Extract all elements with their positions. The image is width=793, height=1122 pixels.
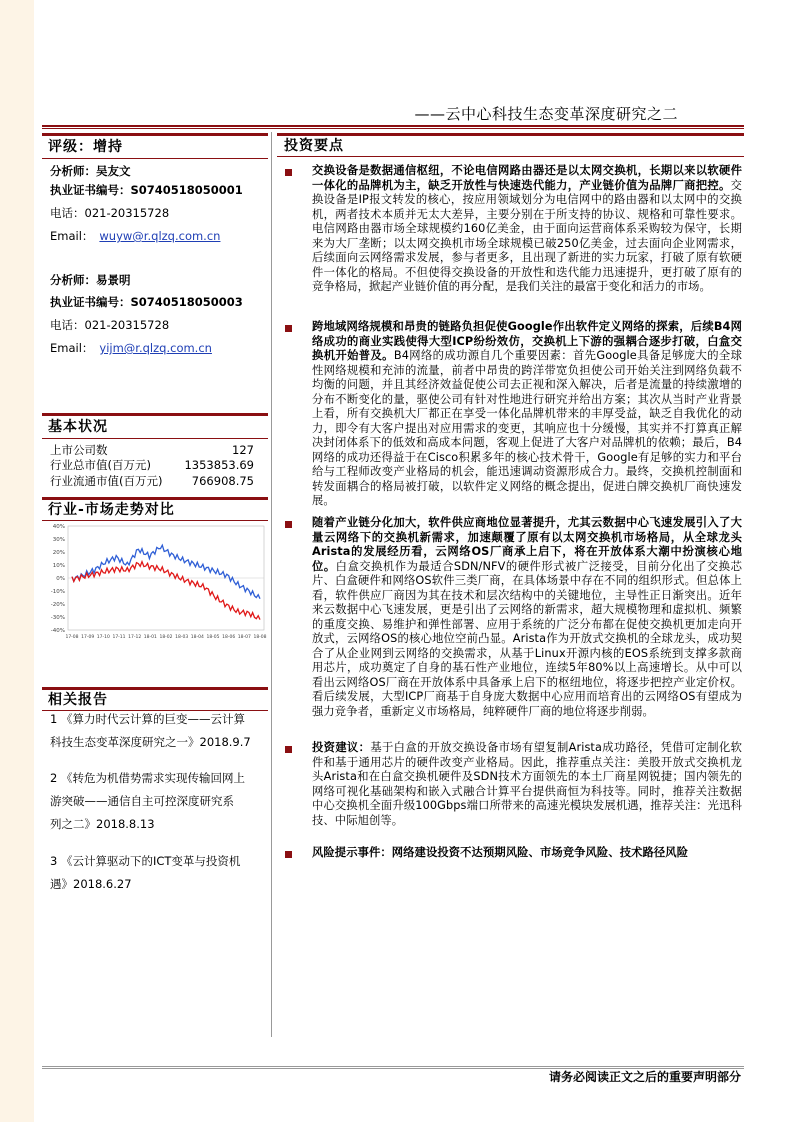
x-tick-label: 18-02 xyxy=(159,635,173,640)
basic-row-value: 127 xyxy=(232,443,254,457)
analyst-2-email-row xyxy=(50,340,212,356)
trend-underline xyxy=(42,520,268,521)
y-tick-label: -30% xyxy=(50,615,65,621)
rating-underline xyxy=(42,158,268,159)
report-subtitle: ——云中心科技生态变革深度研究之二 xyxy=(414,105,678,123)
y-tick-label: 10% xyxy=(52,563,65,569)
analyst-2-phone: 电话：021-20315728 xyxy=(50,318,170,332)
report-link[interactable]: 3 《云计算驱动下的ICT变革与投资机 xyxy=(50,854,241,868)
bullet-icon xyxy=(285,521,292,528)
header-rule xyxy=(42,125,744,127)
x-tick-label: 18-05 xyxy=(206,635,220,640)
basic-title: 基本状况 xyxy=(48,419,108,435)
report-link[interactable]: 科技生态变革深度研究之一》2018.9.7 xyxy=(50,735,251,749)
left-decor-band xyxy=(0,0,34,1122)
keypoint-body: 交换设备是IP报文转发的核心，按应用领域划分为电信网中的路由器和以太网中的交换机，两者技术本质并无太大差异，主要分别在于所支持的协议、规格和可靠性要求。电信网路由器市场全球规模约160亿美金，由于面向运营商体系采购较为保守，长期来为大厂垄断；以太网交换机市场全球规模已破250亿美金，过去面向企业网需求，后续面向云网络需求发展，参与者更多，且出现了新进的实力玩家，打破了原有软硬件一体化的格局。不但使得交换设备的开放性和迭代能力迅速提升，更打破了原有的竞争格局，掀起产业链价值的再分配，是我们关注的最富于变化和活力的市场。 xyxy=(312,178,742,293)
report-link[interactable]: 2 《转危为机借势需求实现传输回网上 xyxy=(50,771,245,785)
keypoint-body: 白盒交换机作为最适合SDN/NFV的硬件形式被广泛接受，目前分化出了交换芯片、白盒硬件和网络OS软件三类厂商，在具体场景中存在不同的组织形式。但总体上看，软件供应厂商因为其在技术和层次结构中的关键地位，主导性正日渐突出。近年来云数据中心飞速发展，更是引出了云网络的新需求，超大规模物理和虚拟机、频繁的重度交换、易维护和弹性部署、应用于系统的广泛分布都在促使交换机更加走向开放式，云网络OS的核心地位空前凸显。Arista作为开放式交换机的全球龙头，成功契合了从企业网到云网络的交换需求，从基于Linux开源内核的EOS系统到支撑多款商用芯片，成功奠定了自身的基石性产业地位，连续5年80%以上高速增长。从中可以看出云网络OS厂商在开放体系中具备承上启下的枢纽地位，将逐步把控产业定价权。看后续发展，大型ICP厂商基于自身庞大数据中心应用而培育出的云网络OS有望成为强力竞争者，重新定义市场格局，纯粹硬件厂商的地位将逐步削弱。 xyxy=(312,559,742,718)
basic-row-value: 766908.75 xyxy=(191,474,254,488)
reports-title: 相关报告 xyxy=(48,692,108,708)
series-line-market xyxy=(72,562,260,620)
y-tick-label: -40% xyxy=(50,628,65,634)
keypoint-paragraph xyxy=(312,516,742,719)
basic-row-key: 行业总市值(百万元) xyxy=(50,458,151,472)
basic-row-key: 行业流通市值(百万元) xyxy=(50,474,163,488)
y-tick-label: 0% xyxy=(56,576,65,582)
footer-disclaimer: 请务必阅读正文之后的重要声明部分 xyxy=(548,1070,741,1084)
rating-bar xyxy=(42,133,268,136)
keypoint-paragraph xyxy=(312,741,742,828)
analyst-2-cert: 执业证书编号：S0740518050003 xyxy=(50,295,243,309)
column-divider xyxy=(271,132,272,1037)
analyst-1-email-row xyxy=(50,228,220,244)
keypoint-body: 基于白盒的开放交换设备市场有望复制Arista成功路径，凭借可定制化软件和基于通用芯片的硬件改变产业格局。因此，推荐重点关注：美股开放式交换机龙头Arista和在白盒交换机硬件及SDN技术方面领先的本土厂商星网锐捷；国内领先的网络可视化基础架构和嵌入式融合计算平台提供商恒为科技等。同时，推荐关注数据中心交换机全面升级100Gbps端口所带来的高速光模块发展机遇，推荐关注：光迅科技、中际旭创等。 xyxy=(312,741,742,827)
x-tick-label: 18-06 xyxy=(222,635,236,640)
basic-row xyxy=(50,457,254,473)
keypoints-title: 投资要点 xyxy=(284,138,344,154)
y-tick-label: 40% xyxy=(52,524,65,530)
keypoint-lead: 风险提示事件：网络建设投资不达预期风险、市场竞争风险、技术路径风险 xyxy=(312,846,689,859)
analyst-2-email-link[interactable]: yijm@r.qlzq.com.cn xyxy=(99,341,212,355)
x-tick-label: 17-10 xyxy=(96,635,110,640)
x-tick-label: 18-08 xyxy=(253,635,267,640)
keypoint-lead: 随着产业链分化加大，软件供应商地位显著提升，尤其云数据中心飞速发展引入了大量云网络下的交换机新需求，加速颠覆了原有以太网交换机市场格局，从全球龙头Arista的发展经历看，云网络OS厂商承上启下，将在开放体系大潮中扮演核心地位。 xyxy=(312,516,742,573)
y-tick-label: 30% xyxy=(52,537,65,543)
report-link[interactable]: 遇》2018.6.27 xyxy=(50,877,132,891)
trend-line-chart xyxy=(44,522,268,642)
analyst-2-email-label: Email： xyxy=(50,341,94,355)
y-tick-label: -10% xyxy=(50,589,65,595)
footer-rule xyxy=(42,1066,744,1067)
analyst-1-email-label: Email： xyxy=(50,229,94,243)
keypoint-paragraph xyxy=(312,320,742,509)
trend-title: 行业-市场走势对比 xyxy=(48,502,175,518)
y-tick-label: -20% xyxy=(50,602,65,608)
analyst-1-name: 分析师：吴友文 xyxy=(50,164,131,178)
bullet-icon xyxy=(285,746,292,753)
report-link[interactable]: 1 《算力时代云计算的巨变——云计算 xyxy=(50,712,245,726)
basic-bar xyxy=(42,413,268,416)
rating-label: 评级：增持 xyxy=(48,139,123,155)
analyst-2-name: 分析师：易景明 xyxy=(50,273,131,287)
basic-row xyxy=(50,442,254,458)
keypoint-lead: 交换设备是数据通信枢纽，不论电信网路由器还是以太网交换机，长期以来以软硬件一体化的品牌机为主，缺乏开放性与快速迭代能力，产业链价值为品牌厂商把控。 xyxy=(312,164,742,192)
x-tick-label: 17-08 xyxy=(65,635,79,640)
x-tick-label: 17-09 xyxy=(81,635,95,640)
x-tick-label: 18-07 xyxy=(237,635,251,640)
keypoints-bar xyxy=(277,133,744,136)
x-tick-label: 18-04 xyxy=(190,635,204,640)
x-tick-label: 18-03 xyxy=(175,635,189,640)
keypoint-paragraph xyxy=(312,164,742,295)
y-tick-label: 20% xyxy=(52,550,65,556)
header-rule-thin xyxy=(42,128,744,129)
basic-row-key: 上市公司数 xyxy=(50,443,108,457)
analyst-1-phone: 电话：021-20315728 xyxy=(50,206,170,220)
report-link[interactable]: 列之二》2018.8.13 xyxy=(50,817,155,831)
basic-row-value: 1353853.69 xyxy=(184,458,254,472)
x-tick-label: 17-12 xyxy=(128,635,142,640)
bullet-icon xyxy=(285,169,292,176)
basic-underline xyxy=(42,438,268,439)
analyst-1-email-link[interactable]: wuyw@r.qlzq.com.cn xyxy=(99,229,221,243)
bullet-icon xyxy=(285,851,292,858)
keypoints-underline xyxy=(277,156,744,157)
keypoint-body: B4网络的成功源自几个重要因素：首先Google具备足够庞大的全球性网络规模和充沛的流量，前者中昂贵的跨洋带宽负担使公司开始关注到网络负载不均衡的问题，并且其经济效益促使公司去正视和深入解决，后者是流量的持续激增的分布不断变化的量，驱使公司有针对性地进行研究并给出方案；其次从当时产业背景上看，所有交换机大厂都正在享受一体化品牌机带来的丰厚受益，缺乏自我优化的动力，即令有大客户提出对应用需求的变更，其响应也十分缓慢，其实并不打算真正解决封闭体系下的低效和高成本问题，客观上促进了大客户对品牌机的依赖；最后，B4网络的成功还得益于在Cisco积累多年的核心技术骨干，Google有足够的实力和平台给与工程师改变产业格局的机会，能迅速调动资源形成合力。最终，交换机控制面和转发面耦合的格局被打破，以软件定义网络的概念提出，促进白牌交换机厂商快速发展。 xyxy=(312,349,742,507)
analyst-1-cert: 执业证书编号：S0740518050001 xyxy=(50,183,243,197)
x-tick-label: 18-01 xyxy=(143,635,157,640)
keypoint-paragraph xyxy=(312,846,742,861)
basic-row xyxy=(50,473,254,489)
report-link[interactable]: 游突破——通信自主可控深度研究系 xyxy=(50,794,234,808)
keypoint-lead: 投资建议： xyxy=(312,741,371,754)
x-tick-label: 17-11 xyxy=(112,635,126,640)
keypoint-lead: 跨地域网络规模和昂贵的链路负担促使Google作出软件定义网络的探索，后续B4网络成功的商业实践使得大型ICP纷纷效仿，交换机上下游的强耦合逐步打破，白盒交换机开始普及。 xyxy=(312,320,742,362)
bullet-icon xyxy=(285,325,292,332)
